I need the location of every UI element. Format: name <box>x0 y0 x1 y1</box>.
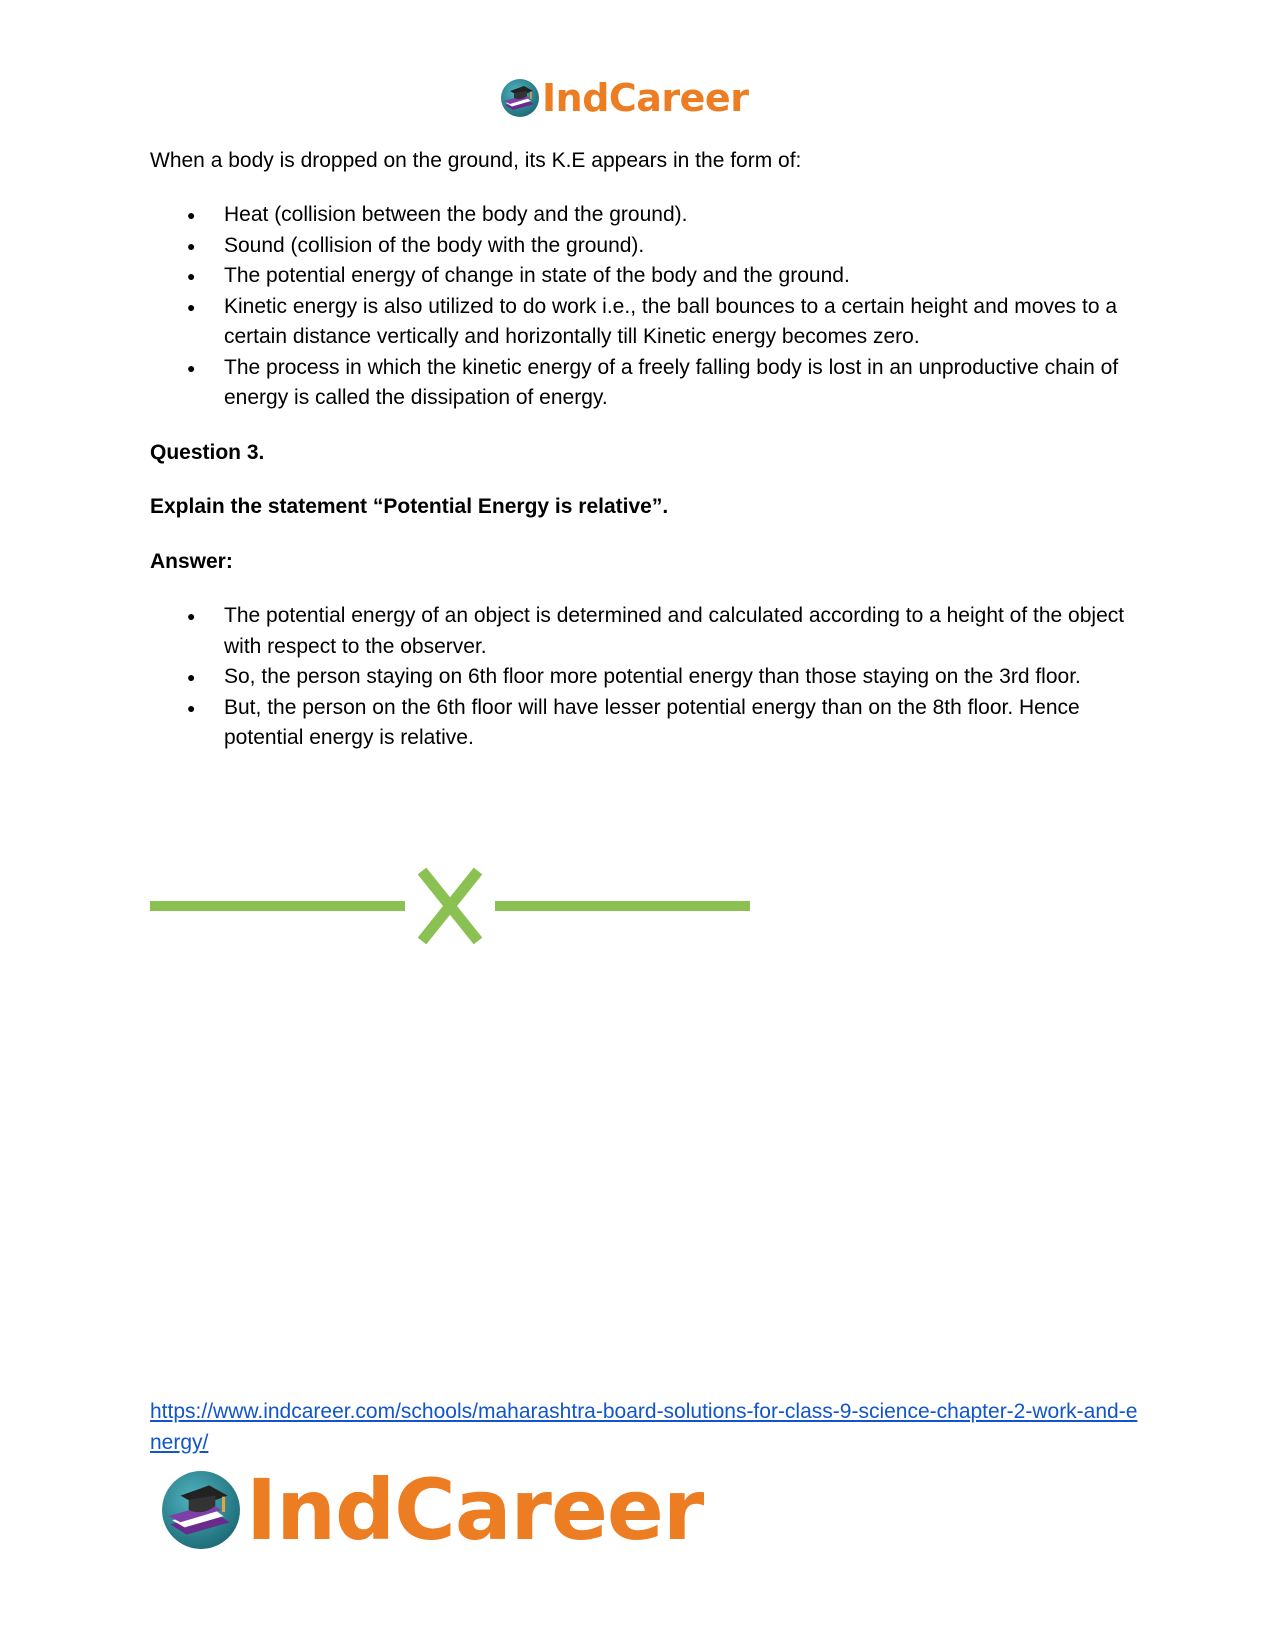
x-cross-icon <box>422 871 478 941</box>
graduation-cap-book-icon <box>160 1469 242 1551</box>
list-item: ● Heat (collision between the body and the ground). <box>150 200 1130 231</box>
answer-label: Answer: <box>150 549 233 573</box>
list-item: ● The potential energy of change in state of the body and the ground. <box>150 261 1130 292</box>
question-text: Explain the statement “Potential Energy is relative”. <box>150 495 669 518</box>
answer-list <box>150 601 1130 754</box>
list-item: ● Kinetic energy is also utilized to do work i.e., the ball bounces to a certain height and moves to a certain distance vertically and horizontally till Kinetic energy becomes zero. <box>150 292 1130 353</box>
list-item: ● The potential energy of an object is determined and calculated according to a height of the object with respect to the observer. <box>150 601 1130 662</box>
footer-logo-text: IndCareer <box>246 1461 704 1559</box>
list-item: ● The process in which the kinetic energy of a freely falling body is lost in an unproductive chain of energy is called the dissipation of energy. <box>150 353 1130 414</box>
intro-paragraph: When a body is dropped on the ground, its K.E appears in the form of: <box>150 149 802 172</box>
footer-logo <box>160 1461 704 1559</box>
document-body <box>150 146 1130 754</box>
section-divider <box>150 866 758 946</box>
list-item: ● So, the person staying on 6th floor more potential energy than those staying on the 3rd floor. <box>150 662 1130 693</box>
graduation-cap-book-icon <box>500 78 540 118</box>
source-link[interactable]: https://www.indcareer.com/schools/maharashtra-board-solutions-for-class-9-science-chapter-2-work-and-energy/ <box>150 1400 1138 1454</box>
list-item: ● But, the person on the 6th floor will have lesser potential energy than on the 8th floor. Hence potential energy is relative. <box>150 693 1130 754</box>
question-number: Question 3. <box>150 440 265 464</box>
list-item: ● Sound (collision of the body with the ground). <box>150 231 1130 262</box>
ke-forms-list <box>150 200 1130 414</box>
header-logo-text: IndCareer <box>542 76 749 120</box>
divider-line-right <box>495 901 750 911</box>
divider-line-left <box>150 901 405 911</box>
header-logo <box>500 78 748 118</box>
